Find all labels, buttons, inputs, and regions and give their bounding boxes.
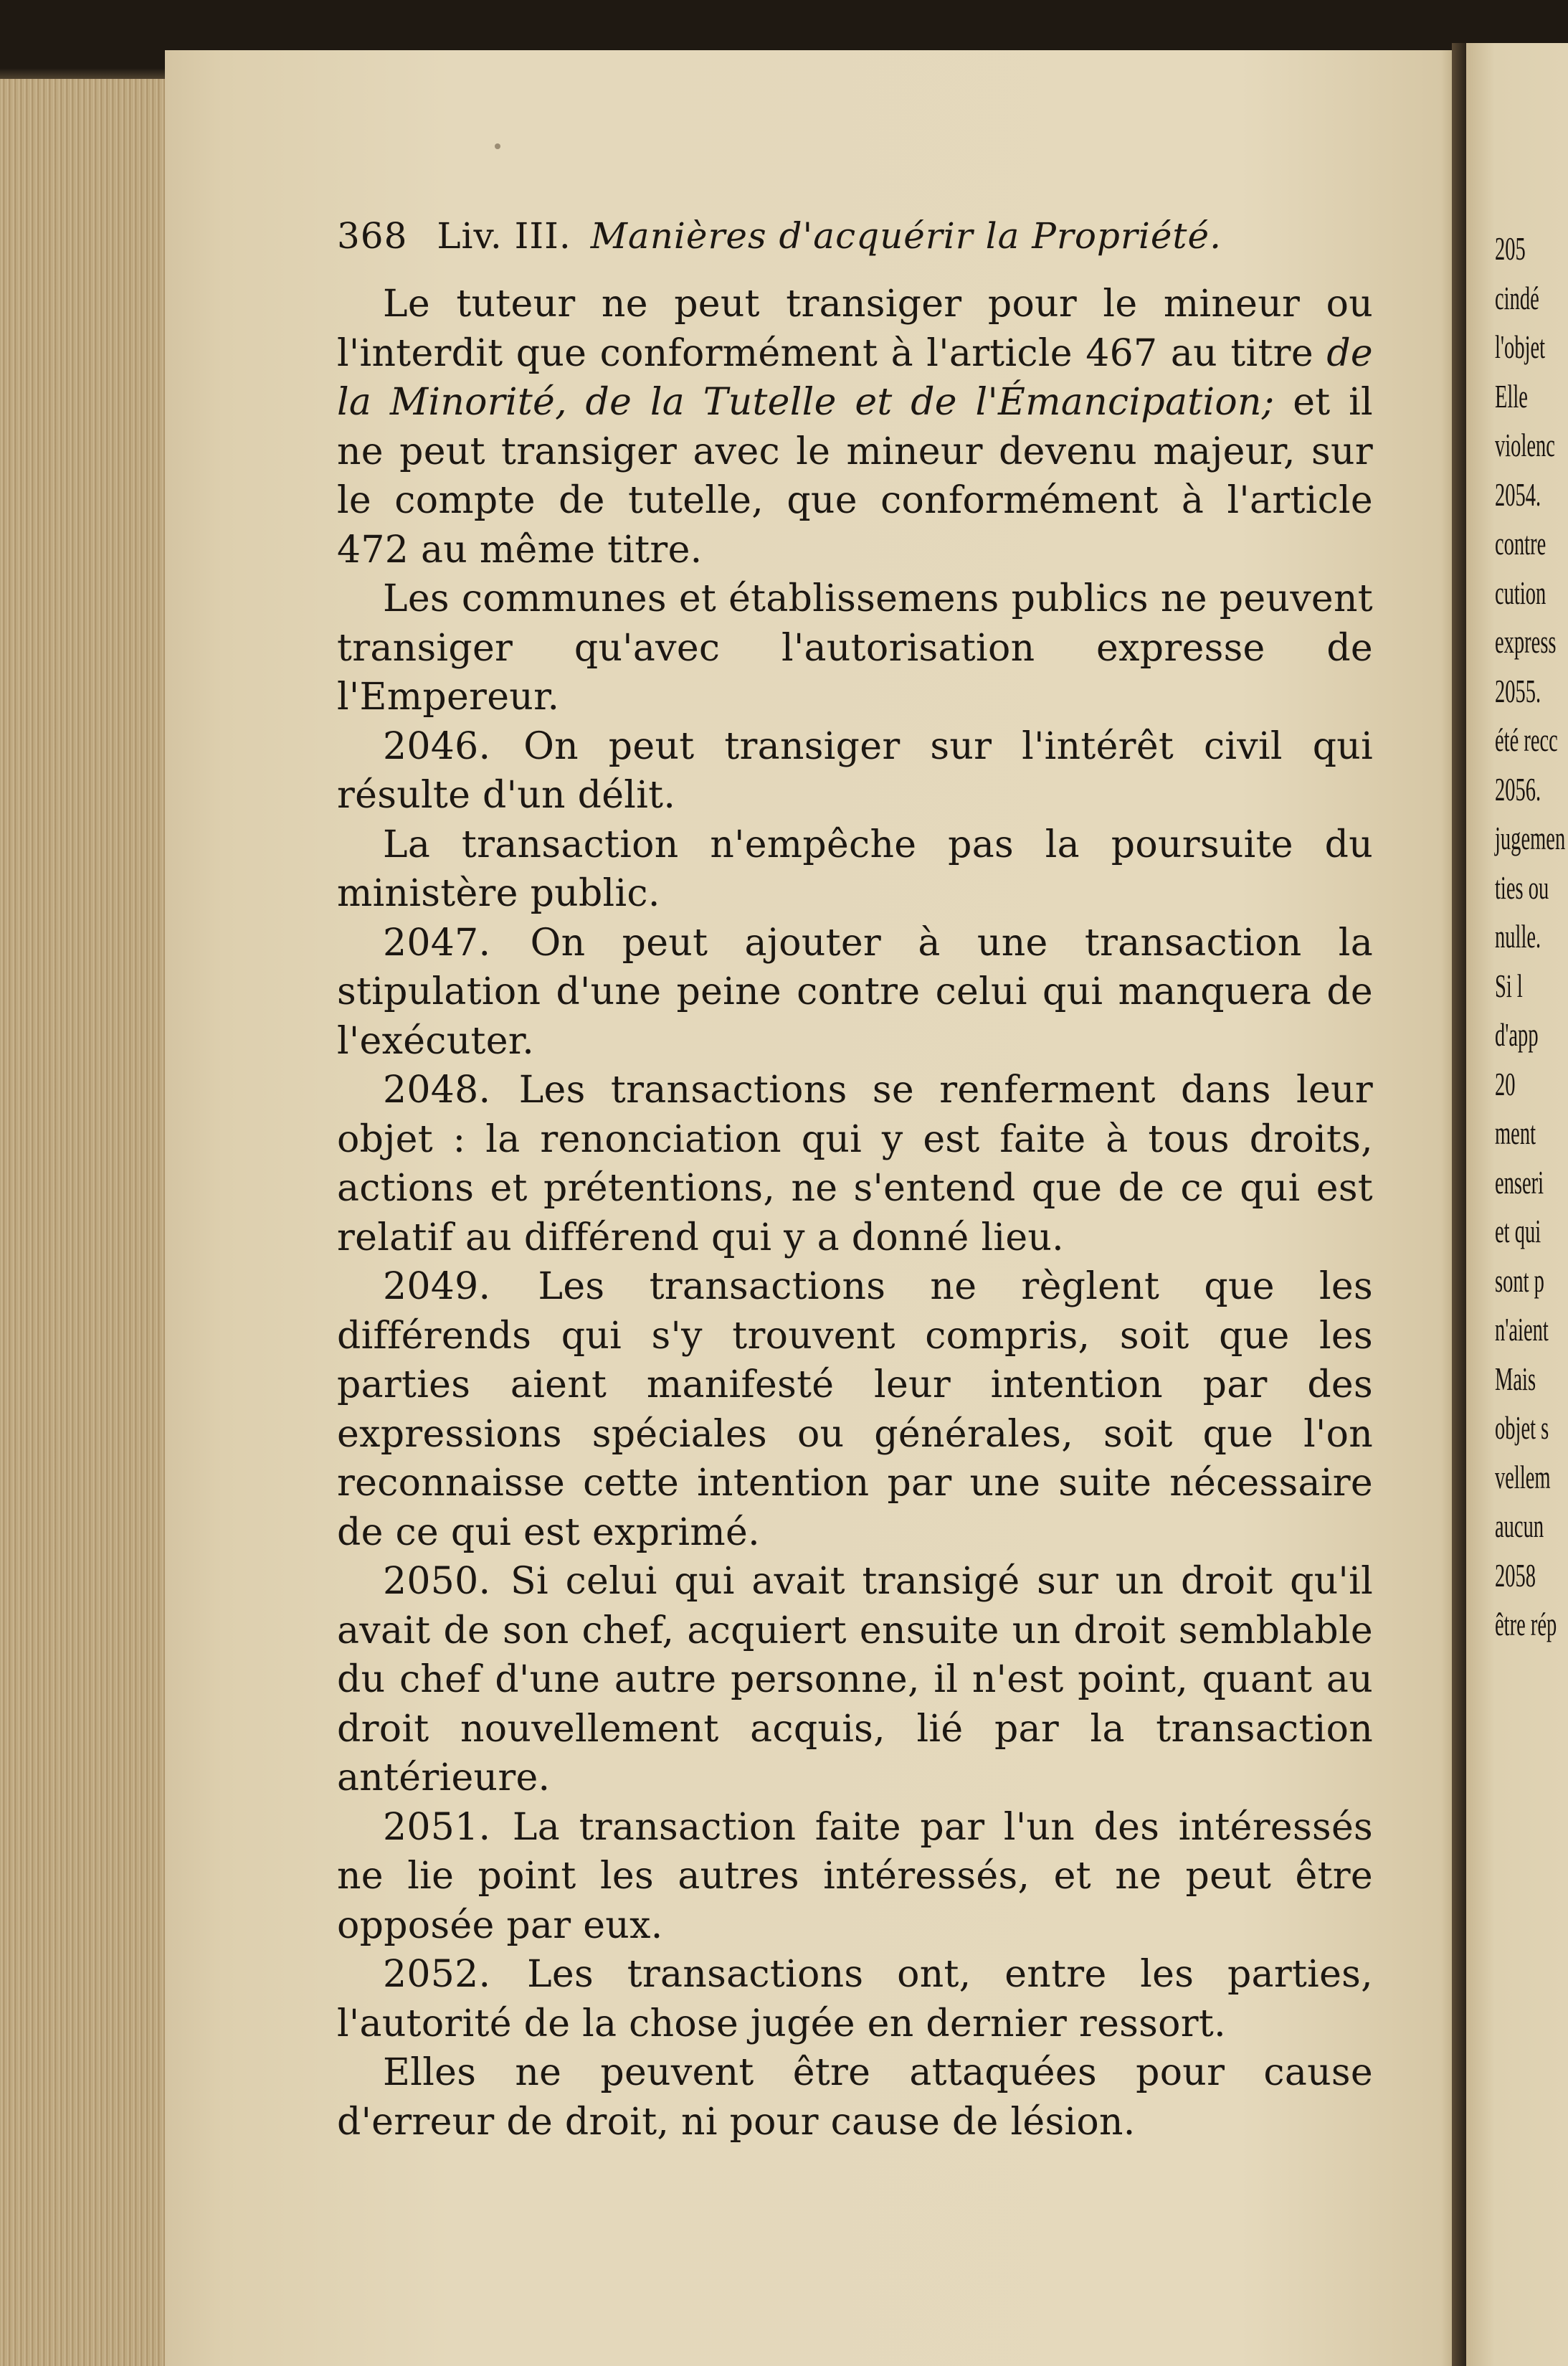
facing-page-fragment: Si l bbox=[1495, 967, 1523, 1004]
article-number: 2050. bbox=[383, 1560, 508, 1603]
facing-page-fragment: été recc bbox=[1495, 721, 1558, 758]
paragraph-text: Elles ne peuvent être attaquées pour cause d'erreur de droit, ni pour cause de lésion. bbox=[337, 2051, 1373, 2144]
running-title: Manières d'acquérir la Propriété. bbox=[590, 215, 1222, 257]
article-number: 2052. bbox=[383, 1953, 525, 1996]
paragraph-text: et il ne peut transiger avec le mineur devenu majeur, sur le compte de tutelle, que conformément à l'article 472 au même titre. bbox=[337, 381, 1373, 572]
facing-page-fragment: aucun bbox=[1495, 1508, 1544, 1544]
facing-page-fragment: contre bbox=[1495, 525, 1546, 562]
paragraph bbox=[337, 574, 1373, 722]
facing-page-fragment: jugemen bbox=[1495, 820, 1566, 856]
paragraph bbox=[337, 2048, 1373, 2147]
article-2046 bbox=[337, 722, 1373, 820]
facing-page-fragment: nulle. bbox=[1495, 918, 1541, 955]
page-body bbox=[337, 280, 1373, 2147]
running-header bbox=[337, 215, 1384, 257]
facing-page-fragment: 2058 bbox=[1495, 1556, 1536, 1594]
facing-page-fragment: 2054. bbox=[1495, 475, 1541, 513]
facing-page-fragment: 205 bbox=[1495, 230, 1526, 267]
facing-page-fragment: 2056. bbox=[1495, 770, 1541, 808]
article-number: 2046. bbox=[383, 724, 521, 768]
facing-page-fragment: express bbox=[1495, 623, 1557, 660]
facing-page-fragment: n'aient bbox=[1495, 1311, 1549, 1348]
facing-page-fragment: 20 bbox=[1495, 1065, 1516, 1102]
paragraph-text: On peut transiger sur l'intérêt civil qui résulte d'un délit. bbox=[337, 724, 1373, 817]
article-number: 2049. bbox=[383, 1265, 536, 1308]
facing-page-strip bbox=[1466, 43, 1568, 2366]
page-gutter bbox=[1452, 43, 1466, 2366]
article-2050 bbox=[337, 1557, 1373, 1803]
facing-page-fragment: sont p bbox=[1495, 1262, 1544, 1299]
article-2052 bbox=[337, 1950, 1373, 2048]
paragraph-text: Le tuteur ne peut transiger pour le mineur ou l'interdit que conformément à l'article 467 au titre bbox=[337, 283, 1373, 375]
facing-page-fragment: Mais bbox=[1495, 1360, 1536, 1397]
facing-page-fragment: d'app bbox=[1495, 1016, 1539, 1053]
paragraph-text: La transaction faite par l'un des intéressés ne lie point les autres intéressés, et ne peut être opposée par eux. bbox=[337, 1805, 1374, 1947]
article-number: 2047. bbox=[383, 921, 528, 965]
italic-reference: de la Minorité, de la Tutelle et de l'Émancipation; bbox=[337, 331, 1373, 424]
article-2051 bbox=[337, 1803, 1373, 1951]
facing-page-fragment: l'objet bbox=[1495, 328, 1546, 365]
article-number: 2051. bbox=[383, 1805, 510, 1849]
paragraph bbox=[337, 280, 1373, 574]
paragraph-text: Les transactions ne règlent que les différends qui s'y trouvent compris, soit que les parties aient manifesté leur intention par des expressions spéciales ou générales, soit que l'on reconnaisse cette intention par une suite nécessaire de ce qui est exprimé. bbox=[337, 1265, 1373, 1554]
paragraph-text: Les transactions ont, entre les parties, l'autorité de la chose jugée en dernier ressort. bbox=[337, 1953, 1374, 2045]
facing-page-fragment: ment bbox=[1495, 1115, 1536, 1151]
paragraph-text: On peut ajouter à une transaction la stipulation d'une peine contre celui qui manquera de l'exécuter. bbox=[337, 921, 1374, 1063]
facing-page-fragment: cindé bbox=[1495, 279, 1539, 316]
ink-speck bbox=[495, 143, 500, 149]
book-fore-edge bbox=[0, 79, 179, 2366]
book-reference: Liv. III. bbox=[437, 215, 571, 257]
paragraph-text: Les communes et établissemens publics ne peuvent transiger qu'avec l'autorisation expresse de l'Empereur. bbox=[337, 577, 1373, 719]
article-2047 bbox=[337, 919, 1373, 1066]
facing-page-fragment: enseri bbox=[1495, 1163, 1544, 1201]
paragraph bbox=[337, 820, 1373, 919]
facing-page-fragment: être rép bbox=[1495, 1606, 1557, 1642]
facing-page-fragment: cution bbox=[1495, 574, 1546, 611]
facing-page-fragment: objet s bbox=[1495, 1409, 1549, 1446]
paragraph-text: Les transactions se renferment dans leur objet : la renonciation qui y est faite à tous droits, actions et prétentions, ne s'entend que de ce qui est relatif au différend qui y a donné lieu. bbox=[337, 1069, 1373, 1259]
facing-page-fragment: violenc bbox=[1495, 427, 1555, 463]
facing-page-fragment: 2055. bbox=[1495, 672, 1541, 709]
facing-page-fragment: Elle bbox=[1495, 377, 1528, 415]
facing-page-fragment: ties ou bbox=[1495, 869, 1549, 906]
article-number: 2048. bbox=[383, 1069, 516, 1112]
page-number: 368 bbox=[337, 215, 408, 257]
article-2049 bbox=[337, 1262, 1373, 1557]
facing-page-fragment: vellem bbox=[1495, 1458, 1551, 1495]
article-2048 bbox=[337, 1066, 1373, 1262]
facing-page-fragment: et qui bbox=[1495, 1213, 1541, 1249]
paragraph-text: La transaction n'empêche pas la poursuite du ministère public. bbox=[337, 823, 1373, 915]
paragraph-text: Si celui qui avait transigé sur un droit qu'il avait de son chef, acquiert ensuite un droit semblable du chef d'une autre personne, il n'est point, quant au droit nouvellement acquis, lié par la transaction antérieure. bbox=[337, 1560, 1373, 1799]
